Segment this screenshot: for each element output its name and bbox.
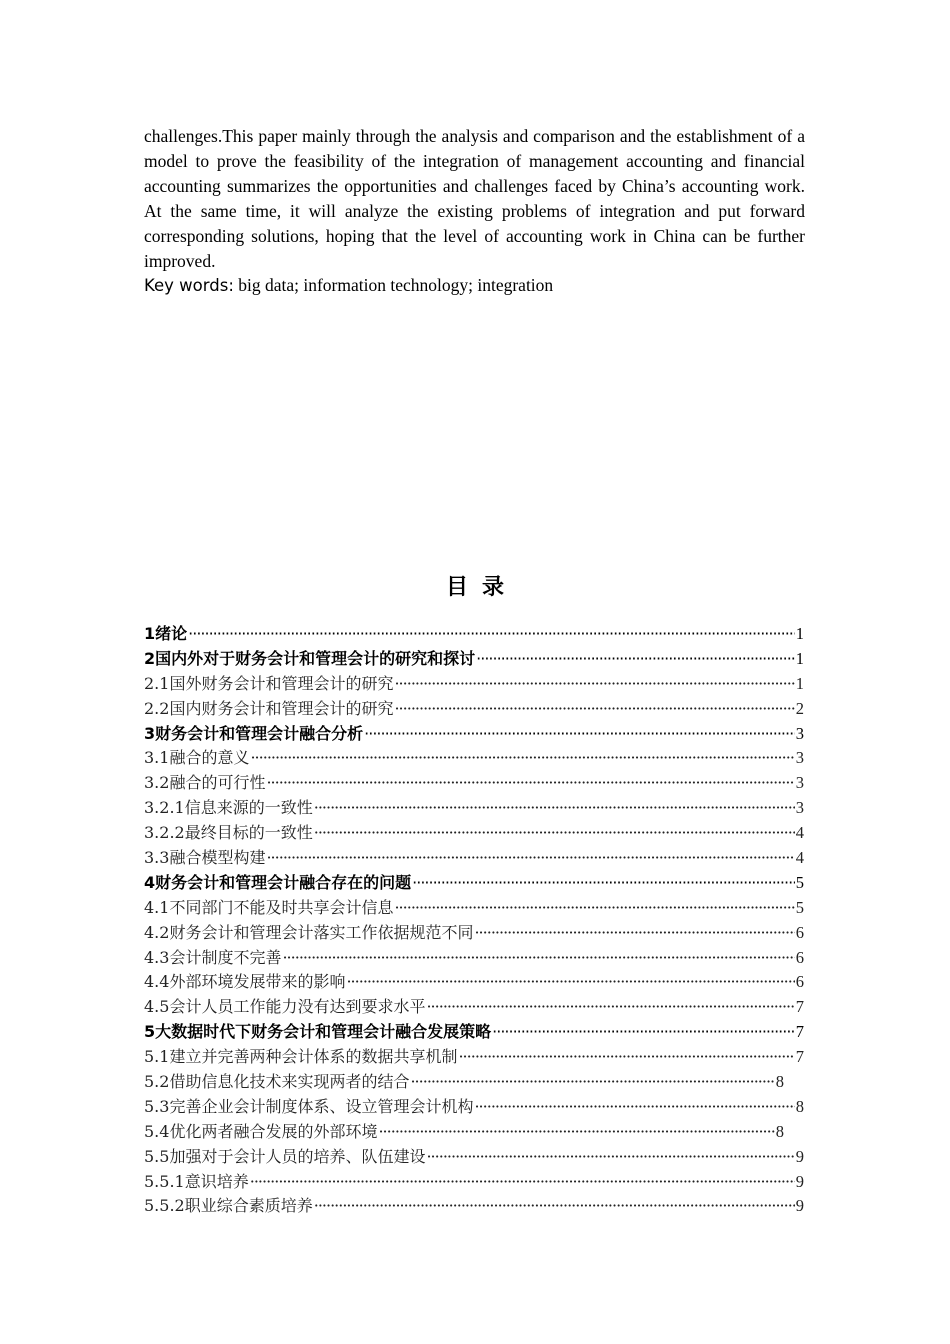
- toc-entry-title: 财务会计和管理会计融合分析: [155, 723, 364, 743]
- toc-entry-title: 会计人员工作能力没有达到要求水平: [169, 997, 426, 1017]
- toc-entry-title: 财务会计和管理会计落实工作依据规范不同: [169, 922, 474, 942]
- table-of-contents: [144, 622, 804, 1219]
- toc-entry-number: 5.2: [144, 1072, 170, 1092]
- toc-entry-title: 大数据时代下财务会计和管理会计融合发展策略: [155, 1022, 492, 1042]
- toc-entry-number: 2.1: [144, 673, 170, 693]
- toc-entry-number: 5.3: [144, 1096, 170, 1116]
- toc-dot-leader: [378, 1120, 774, 1145]
- toc-entry-number: 3.3: [144, 848, 170, 868]
- toc-entry[interactable]: [144, 1070, 784, 1095]
- keywords-label: Key words:: [144, 276, 234, 295]
- toc-entry-number: 5.4: [144, 1121, 170, 1141]
- toc-entry-page: 8: [775, 1121, 784, 1141]
- toc-dot-leader: [282, 946, 794, 971]
- toc-entry-page: 6: [795, 947, 804, 967]
- toc-entry[interactable]: [144, 722, 804, 747]
- toc-entry-title: 国内财务会计和管理会计的研究: [169, 698, 394, 718]
- toc-entry-number: 4.1: [144, 897, 170, 917]
- toc-entry-page: 4: [795, 848, 804, 868]
- toc-entry[interactable]: [144, 796, 804, 821]
- toc-entry-page: 8: [795, 1096, 804, 1116]
- toc-entry[interactable]: [144, 1020, 804, 1045]
- toc-dot-leader: [188, 622, 795, 647]
- toc-entry[interactable]: [144, 697, 804, 722]
- toc-entry[interactable]: [144, 846, 804, 871]
- toc-entry-number: 2.2: [144, 698, 170, 718]
- toc-entry-title: 最终目标的一致性: [184, 823, 313, 843]
- toc-dot-leader: [314, 821, 795, 846]
- toc-entry-page: 1: [795, 624, 804, 643]
- toc-entry-number: 5.5.1: [144, 1171, 185, 1191]
- toc-entry-title: 不同部门不能及时共享会计信息: [169, 897, 394, 917]
- toc-entry-page: 3: [795, 798, 804, 818]
- toc-entry[interactable]: [144, 622, 804, 647]
- toc-entry-title: 融合的意义: [169, 748, 250, 768]
- toc-dot-leader: [314, 796, 795, 821]
- toc-dot-leader: [266, 846, 794, 871]
- toc-entry-title: 加强对于会计人员的培养、队伍建设: [169, 1146, 426, 1166]
- toc-entry-number: 5.1: [144, 1047, 170, 1067]
- toc-dot-leader: [426, 995, 794, 1020]
- toc-entry-title: 意识培养: [184, 1171, 249, 1191]
- toc-entry[interactable]: [144, 896, 804, 921]
- toc-entry-title: 财务会计和管理会计融合存在的问题: [155, 872, 412, 892]
- toc-entry-page: 3: [795, 748, 804, 768]
- toc-entry-page: 7: [795, 997, 804, 1017]
- toc-entry-page: 6: [795, 972, 804, 992]
- toc-dot-leader: [346, 970, 794, 995]
- toc-entry-page: 8: [775, 1072, 784, 1092]
- keywords-line: [144, 273, 805, 298]
- abstract-paragraph: challenges.This paper mainly through the analysis and comparison and the establishment of a model to prove the feasibility of the integration of management accounting and financial accounting summarizes the opportunities and challenges faced by China’s accounting work. At the same time, it will analyze the existing problems of integration and put forward corresponding solutions, hoping that the level of accounting work in China can be further improved.: [144, 126, 805, 271]
- toc-entry-title: 职业综合素质培养: [184, 1196, 313, 1216]
- toc-dot-leader: [458, 1045, 794, 1070]
- toc-entry-title: 国内外对于财务会计和管理会计的研究和探讨: [155, 648, 476, 668]
- toc-entry-page: 9: [795, 1196, 804, 1216]
- toc-entry[interactable]: [144, 647, 804, 672]
- toc-entry[interactable]: [144, 1120, 784, 1145]
- toc-entry[interactable]: [144, 946, 804, 971]
- toc-entry-number: 2: [144, 648, 156, 668]
- toc-entry-number: 4: [144, 872, 156, 892]
- toc-dot-leader: [410, 1070, 774, 1095]
- toc-dot-leader: [250, 746, 794, 771]
- toc-dot-leader: [394, 896, 794, 921]
- toc-entry-page: 3: [795, 723, 804, 743]
- toc-entry-number: 5.5.2: [144, 1196, 185, 1216]
- toc-dot-leader: [492, 1020, 795, 1045]
- toc-entry-number: 4.2: [144, 922, 170, 942]
- toc-entry-title: 绪论: [155, 624, 188, 643]
- toc-entry-title: 会计制度不完善: [169, 947, 282, 967]
- toc-entry-number: 3.2: [144, 773, 170, 793]
- toc-entry-page: 3: [795, 773, 804, 793]
- toc-entry-number: 5: [144, 1022, 156, 1042]
- toc-entry-title: 建立并完善两种会计体系的数据共享机制: [169, 1047, 458, 1067]
- keywords-text: big data; information technology; integration: [233, 275, 554, 295]
- toc-entry-page: 4: [795, 823, 804, 843]
- toc-entry-page: 7: [795, 1022, 804, 1042]
- toc-entry-page: 5: [795, 872, 804, 892]
- toc-dot-leader: [364, 722, 795, 747]
- toc-entry-title: 融合的可行性: [169, 773, 266, 793]
- toc-entry-number: 1: [144, 624, 156, 643]
- toc-dot-leader: [250, 1170, 795, 1195]
- toc-dot-leader: [476, 647, 795, 672]
- toc-title: 目录: [445, 575, 518, 600]
- toc-dot-leader: [314, 1194, 795, 1219]
- toc-entry-page: 1: [795, 673, 804, 693]
- toc-entry-title: 外部环境发展带来的影响: [169, 972, 346, 992]
- toc-entry-title: 信息来源的一致性: [184, 798, 313, 818]
- toc-dot-leader: [394, 672, 794, 697]
- toc-dot-leader: [426, 1145, 794, 1170]
- toc-entry-page: 9: [795, 1146, 804, 1166]
- toc-entry[interactable]: [144, 672, 804, 697]
- toc-entry-title: 国外财务会计和管理会计的研究: [169, 673, 394, 693]
- toc-entry-page: 5: [795, 897, 804, 917]
- toc-entry-number: 3.2.1: [144, 798, 185, 818]
- toc-entry[interactable]: [144, 1170, 804, 1195]
- toc-entry-page: 9: [795, 1171, 804, 1191]
- toc-entry[interactable]: [144, 746, 804, 771]
- toc-entry-page: 1: [795, 648, 804, 668]
- toc-entry-number: 4.4: [144, 972, 170, 992]
- toc-entry-number: 3.2.2: [144, 823, 185, 843]
- toc-entry-page: 6: [795, 922, 804, 942]
- toc-entry-number: 3: [144, 723, 156, 743]
- toc-entry-title: 融合模型构建: [169, 848, 266, 868]
- toc-entry-title: 完善企业会计制度体系、设立管理会计机构: [169, 1096, 474, 1116]
- toc-entry-title: 优化两者融合发展的外部环境: [169, 1121, 378, 1141]
- toc-dot-leader: [266, 771, 794, 796]
- toc-entry-page: 7: [795, 1047, 804, 1067]
- toc-entry[interactable]: [144, 871, 804, 896]
- toc-entry-title: 借助信息化技术来实现两者的结合: [169, 1072, 410, 1092]
- toc-dot-leader: [474, 921, 794, 946]
- toc-entry[interactable]: [144, 970, 804, 995]
- toc-entry-page: 2: [795, 698, 804, 718]
- toc-entry-number: 5.5: [144, 1146, 170, 1166]
- toc-entry-number: 3.1: [144, 748, 170, 768]
- toc-entry-number: 4.5: [144, 997, 170, 1017]
- toc-entry[interactable]: [144, 1145, 804, 1170]
- toc-entry[interactable]: [144, 821, 804, 846]
- toc-dot-leader: [412, 871, 795, 896]
- toc-entry[interactable]: [144, 1045, 804, 1070]
- toc-entry[interactable]: [144, 995, 804, 1020]
- toc-entry[interactable]: [144, 1194, 804, 1219]
- toc-entry[interactable]: [144, 1095, 804, 1120]
- toc-dot-leader: [394, 697, 794, 722]
- toc-entry-number: 4.3: [144, 947, 170, 967]
- toc-entry[interactable]: [144, 921, 804, 946]
- toc-dot-leader: [474, 1095, 794, 1120]
- toc-entry[interactable]: [144, 771, 804, 796]
